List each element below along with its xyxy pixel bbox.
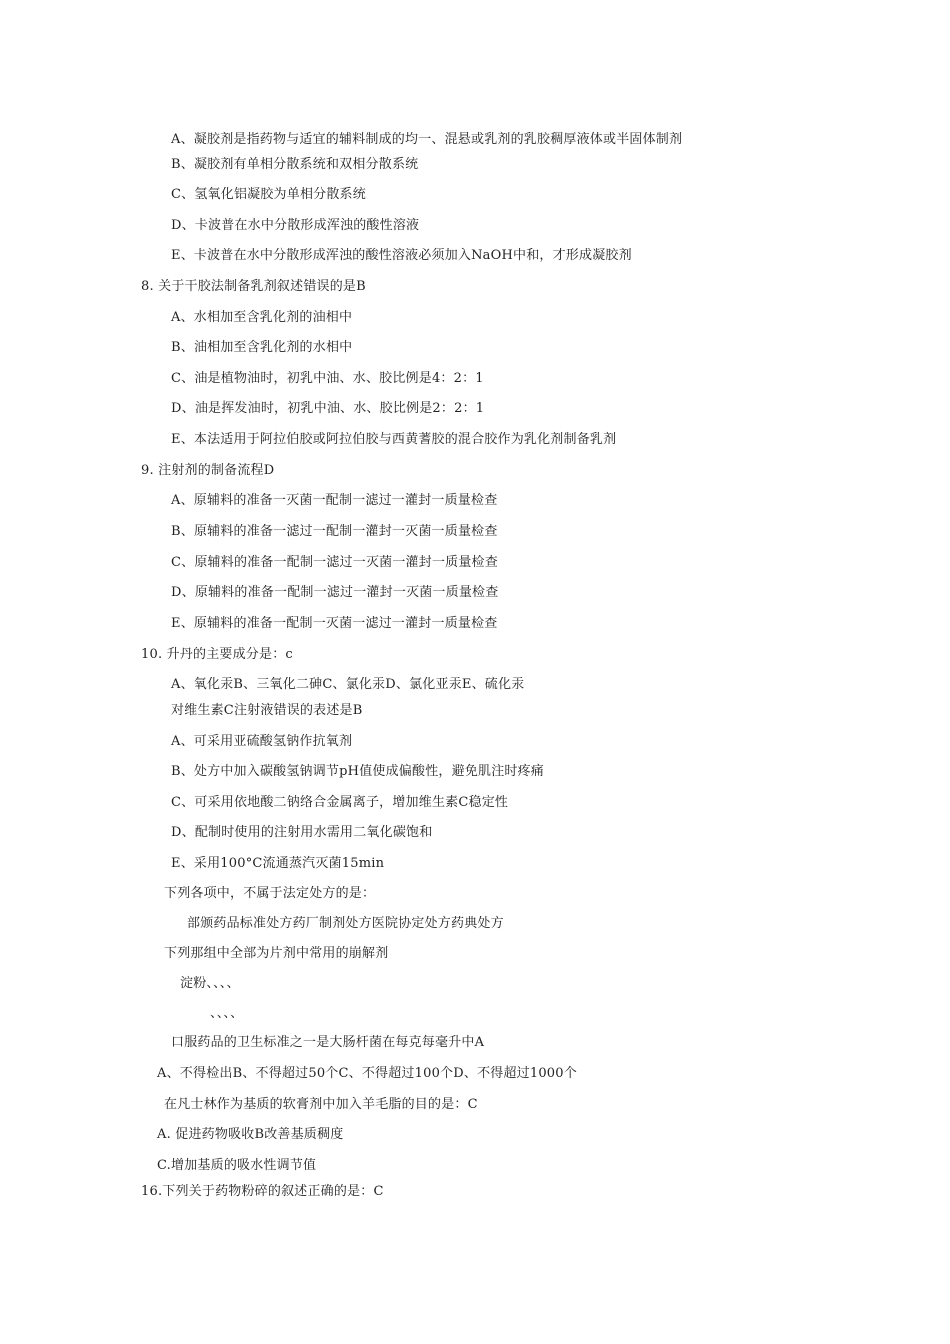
question-13-title: 下列那组中全部为片剂中常用的崩解剂	[164, 946, 389, 961]
q11-option-a: A、可采用亚硫酸氢钠作抗氧剂	[171, 734, 353, 749]
option-a-gel-definition: A、凝胶剂是指药物与适宜的辅料制成的均一、混悬或乳剂的乳胶稠厚液体或半固体制剂	[171, 132, 683, 147]
q9-option-a: A、原辅料的准备一灭菌一配制一滤过一灌封一质量检查	[171, 493, 498, 508]
q14-options: A、不得检出B、不得超过50个C、不得超过100个D、不得超过1000个	[157, 1066, 577, 1081]
question-10-title: 10. 升丹的主要成分是：c	[141, 647, 293, 662]
option-c-aluminum-hydroxide-gel: C、氢氧化铝凝胶为单相分散系统	[171, 187, 366, 202]
question-8-title: 8. 关于干胶法制备乳剂叙述错误的是B	[141, 279, 366, 294]
option-e-carbopol-neutralize: E、卡波普在水中分散形成浑浊的酸性溶液必须加入NaOH中和，才形成凝胶剂	[171, 248, 632, 263]
question-14-title: 口服药品的卫生标准之一是大肠杆菌在每克每毫升中A	[171, 1035, 485, 1050]
q8-option-b: B、油相加至含乳化剂的水相中	[171, 340, 353, 355]
q11-option-c: C、可采用依地酸二钠络合金属离子，增加维生素C稳定性	[171, 795, 509, 810]
question-9-title: 9. 注射剂的制备流程D	[141, 463, 275, 478]
q9-option-d: D、原辅料的准备一配制一滤过一灌封一灭菌一质量检查	[171, 585, 499, 600]
q9-option-e: E、原辅料的准备一配制一灭菌一滤过一灌封一质量检查	[171, 616, 498, 631]
q11-option-e: E、采用100°C流通蒸汽灭菌15min	[171, 856, 385, 871]
question-11-title: 对维生素C注射液错误的表述是B	[171, 703, 363, 718]
q15-options-ab: A. 促进药物吸收B改善基质稠度	[157, 1127, 344, 1142]
option-d-carbopol-dispersion: D、卡波普在水中分散形成浑浊的酸性溶液	[171, 218, 420, 233]
q8-option-e: E、本法适用于阿拉伯胶或阿拉伯胶与西黄蓍胶的混合胶作为乳化剂制备乳剂	[171, 432, 617, 447]
q10-options: A、氧化汞B、三氧化二砷C、氯化汞D、氯化亚汞E、硫化汞	[171, 677, 525, 692]
q11-option-b: B、处方中加入碳酸氢钠调节pH值使成偏酸性，避免肌注时疼痛	[171, 764, 545, 779]
question-12-title: 下列各项中，不属于法定处方的是：	[164, 886, 376, 901]
question-15-title: 在凡士林作为基质的软膏剂中加入羊毛脂的目的是：C	[164, 1097, 478, 1112]
q8-option-a: A、水相加至含乳化剂的油相中	[171, 310, 353, 325]
q12-options: 部颁药品标准处方药厂制剂处方医院协定处方药典处方	[187, 916, 504, 931]
question-16-title: 16.下列关于药物粉碎的叙述正确的是：C	[141, 1184, 384, 1199]
q13-options-line-2: 、、、、	[210, 1006, 244, 1021]
option-b-gel-systems: B、凝胶剂有单相分散系统和双相分散系统	[171, 157, 419, 172]
q9-option-b: B、原辅料的准备一滤过一配制一灌封一灭菌一质量检查	[171, 524, 498, 539]
q8-option-c: C、油是植物油时，初乳中油、水、胶比例是4：2：1	[171, 371, 484, 386]
q11-option-d: D、配制时使用的注射用水需用二氧化碳饱和	[171, 825, 433, 840]
q15-option-c: C.增加基质的吸水性调节值	[157, 1158, 317, 1173]
q13-options-line-1: 淀粉、、、、	[180, 976, 240, 991]
q8-option-d: D、油是挥发油时，初乳中油、水、胶比例是2：2：1	[171, 401, 485, 416]
q9-option-c: C、原辅料的准备一配制一滤过一灭菌一灌封一质量检查	[171, 555, 498, 570]
